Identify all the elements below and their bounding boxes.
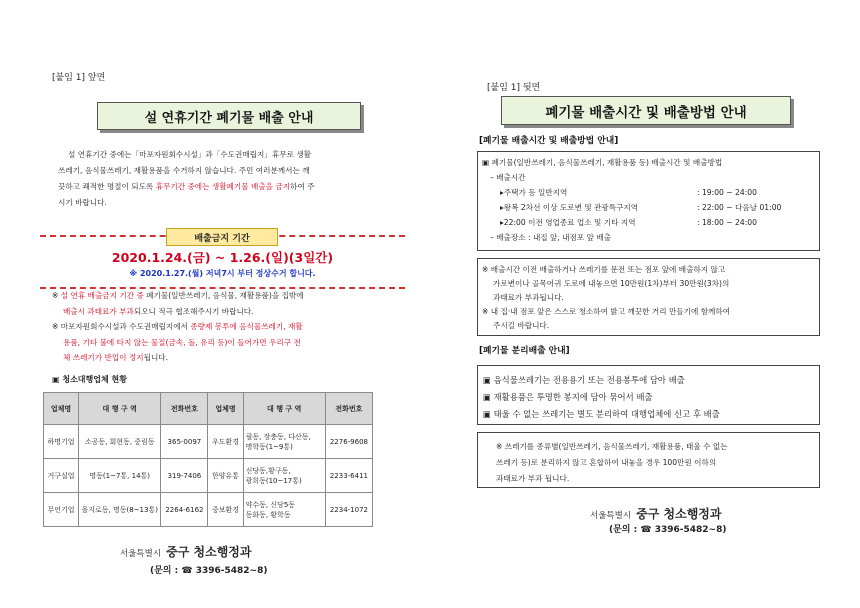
- time-method-box: [477, 151, 820, 251]
- table-cell: 319-7406: [161, 459, 208, 493]
- list-item: ▣ 태울 수 없는 쓰레기는 별도 분리하여 대행업체에 신고 후 배출: [483, 409, 720, 419]
- col-phone: 전화번호: [161, 393, 208, 425]
- ban-label: 배출금지 기간: [166, 228, 278, 246]
- table-cell: 약수동, 신당5동 동화동, 황학동: [243, 493, 325, 527]
- fine-line-3: 과태료가 부과됩니다.: [493, 293, 564, 302]
- time-row-1: ▸주택가 등 일반지역 : 19:00 ~ 24:00: [500, 188, 757, 197]
- fine-line-5: 주시길 바랍니다.: [493, 321, 550, 330]
- fine-notes-content: [482, 263, 817, 333]
- fine-line-4: ※ 내 집·내 점포 앞은 스스로 청소하여 밝고 깨끗한 거리 만들기에 함께하여: [482, 307, 731, 316]
- time-row-2: ▸왕복 2차선 이상 도로변 및 관광특구지역 : 22:00 ~ 다음날 01:00: [500, 203, 782, 212]
- table-cell: 거구실업: [44, 459, 79, 493]
- fine-line-1: ※ 배출시간 이전 배출하거나 쓰레기를 문전 또는 점포 앞에 배출하지 않고: [482, 265, 726, 274]
- table-cell: 필동, 장충동, 다산동, 명학동(1~9통): [243, 425, 325, 459]
- place-line: – 배출장소 : 내집 앞, 내점포 앞 배출: [490, 233, 612, 242]
- intro-line-3: 끗하고 쾌적한 명절이 되도록 휴무기간 중에는 생활폐기물 배출을 금지하여 주: [58, 182, 315, 191]
- col-area: 대 행 구 역: [79, 393, 161, 425]
- back-title: 폐기물 배출시간 및 배출방법 안내: [501, 96, 791, 125]
- table-cell: 2234-1072: [325, 493, 372, 527]
- fine-line-2: 가로변이나 골목어귀 도로에 내놓으면 10만원(1차)부터 30만원(3차)의: [493, 279, 730, 288]
- table-cell: 365-0097: [161, 425, 208, 459]
- separation-box: [477, 365, 820, 425]
- mixed-fine-box: [477, 432, 820, 488]
- mixed-line-3: 과태료가 부과 됩니다.: [496, 474, 570, 483]
- table-row: [44, 493, 373, 527]
- front-notes: [52, 288, 397, 366]
- mixed-line-2: 쓰레기 등)로 분리하지 않고 혼합하여 내놓을 경우 100만원 이하의: [496, 458, 717, 467]
- company-heading: ▣ 청소대행업체 현황: [52, 375, 127, 384]
- col-area-2: 대 행 구 역: [243, 393, 325, 425]
- front-contact: (문의 : ☎ 3396-5482~8): [150, 566, 268, 576]
- mixed-fine-content: [496, 439, 728, 487]
- table-cell: 우도환경: [208, 425, 243, 459]
- table-row: [44, 459, 373, 493]
- fine-notes-box: [477, 258, 820, 336]
- note-2-line-2: 용품, 기타 불에 타지 않는 물질(금속, 돌, 유리 등)이 들어가면 우리구 전: [63, 337, 301, 347]
- intro-line-4: 시기 바랍니다.: [58, 198, 107, 207]
- col-company: 업체명: [44, 393, 79, 425]
- col-phone-2: 전화번호: [325, 393, 372, 425]
- back-org: 서울특별시 중구 청소행정과: [590, 507, 722, 521]
- time-row-3: ▸22:00 이전 영업종료 업소 및 기타 지역 : 18:00 ~ 24:00: [500, 218, 757, 227]
- section-separation-label: [폐기물 분리배출 안내]: [479, 346, 570, 356]
- note-1-line-1: ※ 설 연휴 배출금지 기간 중 폐기물(일반쓰레기, 음식물, 재활용품)을 집밖에: [52, 291, 304, 300]
- table-cell: 을지로동, 명동(8~13통): [79, 493, 161, 527]
- separation-list: [483, 372, 720, 423]
- table-cell: 무언기업: [44, 493, 79, 527]
- ban-dates: 2020.1.24.(금) ~ 1.26.(일)(3일간): [111, 250, 334, 265]
- ban-resume-note: ※ 2020.1.27.(월) 저녁7시 부터 정상수거 합니다.: [129, 269, 316, 278]
- table-row: [44, 425, 373, 459]
- time-label: – 배출시간: [490, 173, 526, 182]
- table-cell: 2276-9608: [325, 425, 372, 459]
- table-cell: 하명기업: [44, 425, 79, 459]
- front-intro: [58, 147, 378, 211]
- time-method-content: [482, 155, 817, 245]
- table-cell: 2233-6411: [325, 459, 372, 493]
- table-cell: 한양유통: [208, 459, 243, 493]
- table-cell: 명동(1~7통, 14통): [79, 459, 161, 493]
- intro-line-1: 설 연휴기간 중에는「마포자원회수시설」과「수도권매립지」휴무로 생활: [68, 150, 312, 159]
- back-page-tag: [붙임 1] 뒷면: [487, 83, 541, 93]
- front-org: 서울특별시 중구 청소행정과: [120, 545, 252, 559]
- back-contact: (문의 : ☎ 3396-5482~8): [609, 525, 727, 535]
- table-cell: 소공동, 회현동, 중림동: [79, 425, 161, 459]
- table-cell: 2264-6162: [161, 493, 208, 527]
- col-company-2: 업체명: [208, 393, 243, 425]
- time-method-head: ▣ 폐기물(일반쓰레기, 음식물쓰레기, 재활용품 등) 배출시간 및 배출방법: [482, 158, 723, 167]
- table-cell: 중보환경: [208, 493, 243, 527]
- note-1-line-2: 배출시 과태료가 부과되오니 적극 협조해주시기 바랍니다.: [63, 306, 254, 316]
- list-item: ▣ 재활용품은 투명한 봉지에 담아 묶어서 배출: [483, 392, 653, 402]
- company-table: [43, 392, 373, 527]
- intro-line-2: 쓰레기, 음식물쓰레기, 재활용품을 수거하지 않습니다. 주민 여러분께서는 깨: [58, 166, 310, 175]
- front-title: 설 연휴기간 폐기물 배출 안내: [97, 102, 361, 130]
- table-header-row: [44, 393, 373, 425]
- table-cell: 신당동,황구동, 광희동(10~17통): [243, 459, 325, 493]
- mixed-line-1: ※ 쓰레기를 종류별(일반쓰레기, 음식물쓰레기, 재활용품, 태울 수 없는: [496, 442, 728, 451]
- section-time-label: [폐기물 배출시간 및 배출방법 안내]: [479, 136, 619, 146]
- front-page-tag: [붙임 1] 앞면: [52, 73, 106, 83]
- note-2-line-1: ※ 마포자원회수시설과 수도권매립지에서 종량제 봉투에 음식물쓰레기, 재활: [52, 322, 303, 331]
- list-item: ▣ 음식물쓰레기는 전용용기 또는 전용봉투에 담아 배출: [483, 375, 685, 385]
- note-2-line-3: 체 쓰레기가 반입이 정지됩니다.: [63, 353, 169, 362]
